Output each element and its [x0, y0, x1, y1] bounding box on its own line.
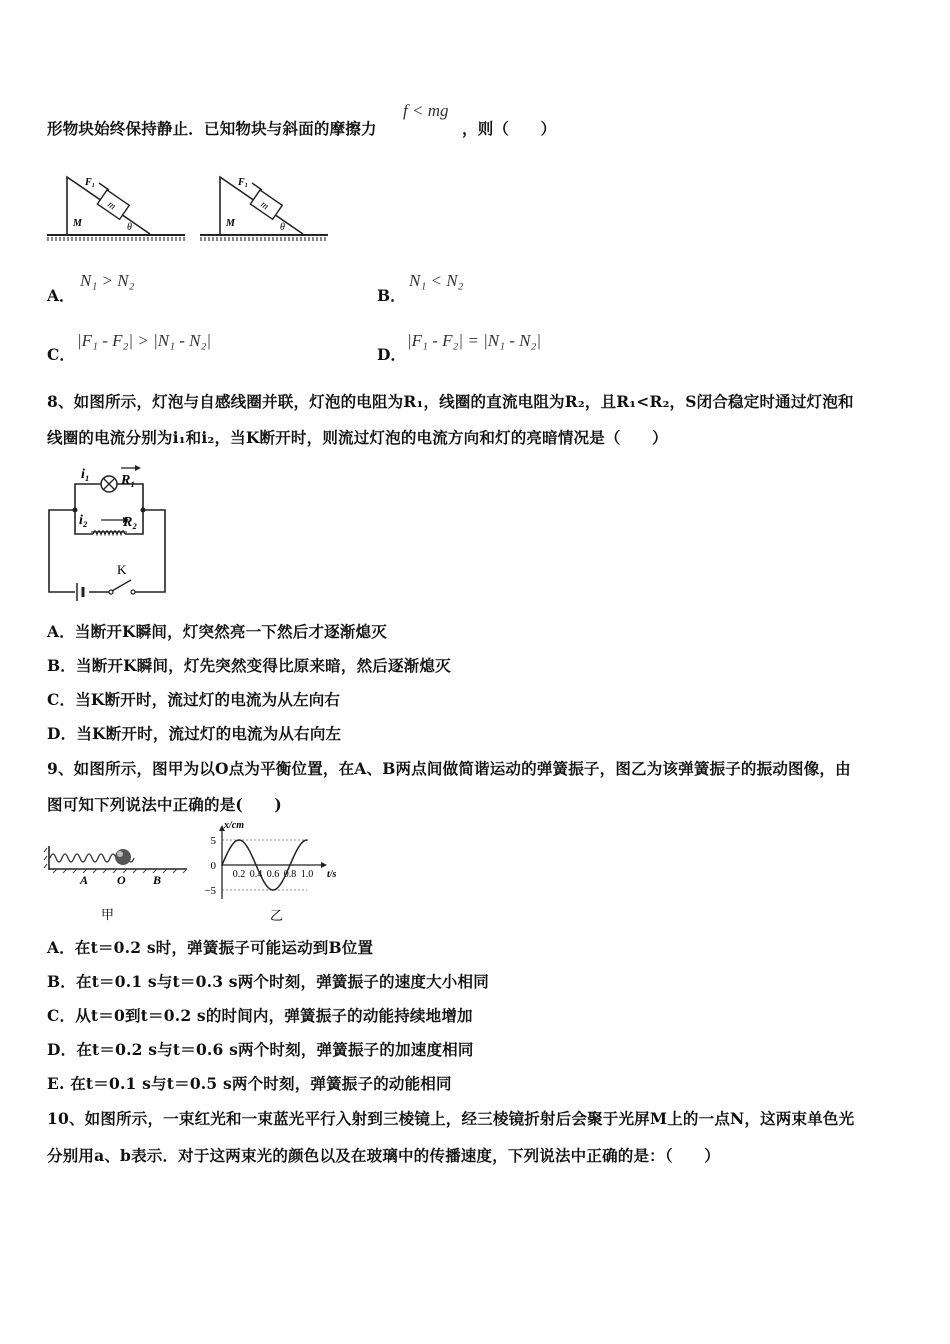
- y-tick-label: −5: [204, 885, 216, 897]
- x-axis-arrow: [321, 862, 327, 868]
- x-tick-label: 0.6: [266, 869, 280, 880]
- q9-option-c[interactable]: C．从t＝0到t＝0.2 s的时间内，弹簧振子的动能持续地增加: [47, 1006, 473, 1025]
- q8-r2-label: R₂: [123, 515, 138, 530]
- q10-stem-line1: 10、如图所示，一束红光和一束蓝光平行入射到三棱镜上，经三棱镜折射后会聚于光屏M上的一点N，这两束单色光: [47, 1109, 855, 1128]
- data-point: [298, 847, 300, 849]
- q9-option-e[interactable]: E. 在t＝0.1 s与t＝0.5 s两个时刻，弹簧振子的动能相同: [47, 1074, 452, 1093]
- q8-i1-label: i₁: [81, 467, 90, 482]
- q7-stem-math: f < mg: [403, 101, 449, 120]
- x-axis-label: t/s: [327, 869, 337, 880]
- q9-option-d[interactable]: D．在t＝0.2 s与t＝0.6 s两个时刻，弹簧振子的加速度相同: [47, 1040, 474, 1059]
- q9-point-o: O: [117, 873, 126, 887]
- q7-option-a-math: N₁ > N₂: [80, 271, 135, 290]
- q7-stem-end: ，则（ ）: [462, 119, 557, 138]
- q7-right-angle-label: θ: [280, 222, 285, 233]
- q7-option-d-letter[interactable]: D．: [377, 345, 406, 364]
- q8-switch-label: K: [117, 562, 127, 577]
- q7-left-force-label: F₁: [85, 177, 96, 188]
- y-axis-label: x/cm: [224, 820, 244, 831]
- data-point: [264, 882, 266, 884]
- q8-option-b[interactable]: B．当断开K瞬间，灯先突然变得比原来暗，然后逐渐熄灭: [47, 656, 451, 675]
- data-point: [272, 889, 274, 891]
- q7-left-angle-label: θ: [127, 222, 132, 233]
- q7-right-wedge-label: M: [226, 218, 235, 229]
- q8-i2-label: i₂: [79, 513, 88, 528]
- y-tick-label: 0: [210, 860, 216, 872]
- q9-vibration-chart: [200, 822, 340, 922]
- q7-figure-right: [200, 172, 340, 242]
- q9-stem-line1: 9、如图所示，图甲为以O点为平衡位置，在A、B两点间做简谐运动的弹簧振子，图乙为该弹簧振子的振动图像，由: [47, 759, 851, 778]
- q7-stem-text: 形物块始终保持静止．已知物块与斜面的摩擦力: [47, 119, 377, 138]
- y-tick-label: 5: [210, 835, 216, 847]
- q7-figure-left: [47, 172, 187, 242]
- data-point: [255, 864, 257, 866]
- data-point: [247, 847, 249, 849]
- q8-circuit-figure: [45, 462, 175, 597]
- q9-stem-line2: 图可知下列说法中正确的是( ): [47, 795, 282, 814]
- q7-option-b-letter[interactable]: B．: [377, 286, 406, 305]
- data-point: [238, 839, 240, 841]
- q9-spring-figure: [47, 838, 192, 923]
- q9-fig-a-caption: 甲: [101, 907, 115, 922]
- data-point: [221, 864, 223, 866]
- x-tick-label: 0.2: [232, 869, 246, 880]
- x-tick-label: 0.4: [249, 869, 263, 880]
- data-point: [306, 839, 308, 841]
- q7-stem: [47, 117, 377, 139]
- q7-option-c-math: |F₁ - F₂| > |N₁ - N₂|: [77, 331, 212, 350]
- q7-left-block-label: m: [105, 199, 118, 213]
- q7-right-block-label: m: [258, 199, 271, 213]
- x-tick-label: 1.0: [300, 869, 314, 880]
- q7-option-a-letter[interactable]: A．: [47, 286, 75, 305]
- q8-r1-label: R₁: [121, 473, 136, 488]
- q8-stem-line2: 线圈的电流分别为i₁和i₂，当K断开时，则流过灯泡的电流方向和灯的亮暗情况是（ ）: [47, 428, 668, 447]
- q7-option-c-letter[interactable]: C．: [47, 345, 75, 364]
- q8-option-a[interactable]: A．当断开K瞬间，灯突然亮一下然后才逐渐熄灭: [47, 622, 387, 641]
- q9-option-b[interactable]: B．在t＝0.1 s与t＝0.3 s两个时刻，弹簧振子的速度大小相同: [47, 972, 489, 991]
- chart-title: 乙: [270, 908, 284, 923]
- q7-option-d-math: |F₁ - F₂| = |N₁ - N₂|: [407, 331, 542, 350]
- q9-point-a: A: [80, 873, 89, 887]
- q9-option-a[interactable]: A．在t＝0.2 s时，弹簧振子可能运动到B位置: [47, 938, 374, 957]
- data-point: [289, 864, 291, 866]
- q8-option-c[interactable]: C．当K断开时，流过灯的电流为从左向右: [47, 690, 341, 709]
- data-point: [230, 847, 232, 849]
- x-tick-label: 0.8: [283, 869, 297, 880]
- q7-option-b-math: N₁ < N₂: [409, 271, 464, 290]
- q8-option-d[interactable]: D．当K断开时，流过灯的电流为从右向左: [47, 724, 342, 743]
- data-point: [281, 882, 283, 884]
- q9-point-b: B: [153, 873, 162, 887]
- q10-stem-line2: 分别用a、b表示．对于这两束光的颜色以及在玻璃中的传播速度，下列说法中正确的是：（ ）: [47, 1146, 720, 1165]
- q8-stem-line1: 8、如图所示，灯泡与自感线圈并联，灯泡的电阻为R₁，线圈的直流电阻为R₂，且R₁<R₂，S闭合稳定时通过灯泡和: [47, 392, 854, 411]
- q7-left-wedge-label: M: [73, 218, 82, 229]
- q7-right-force-label: F₁: [238, 177, 249, 188]
